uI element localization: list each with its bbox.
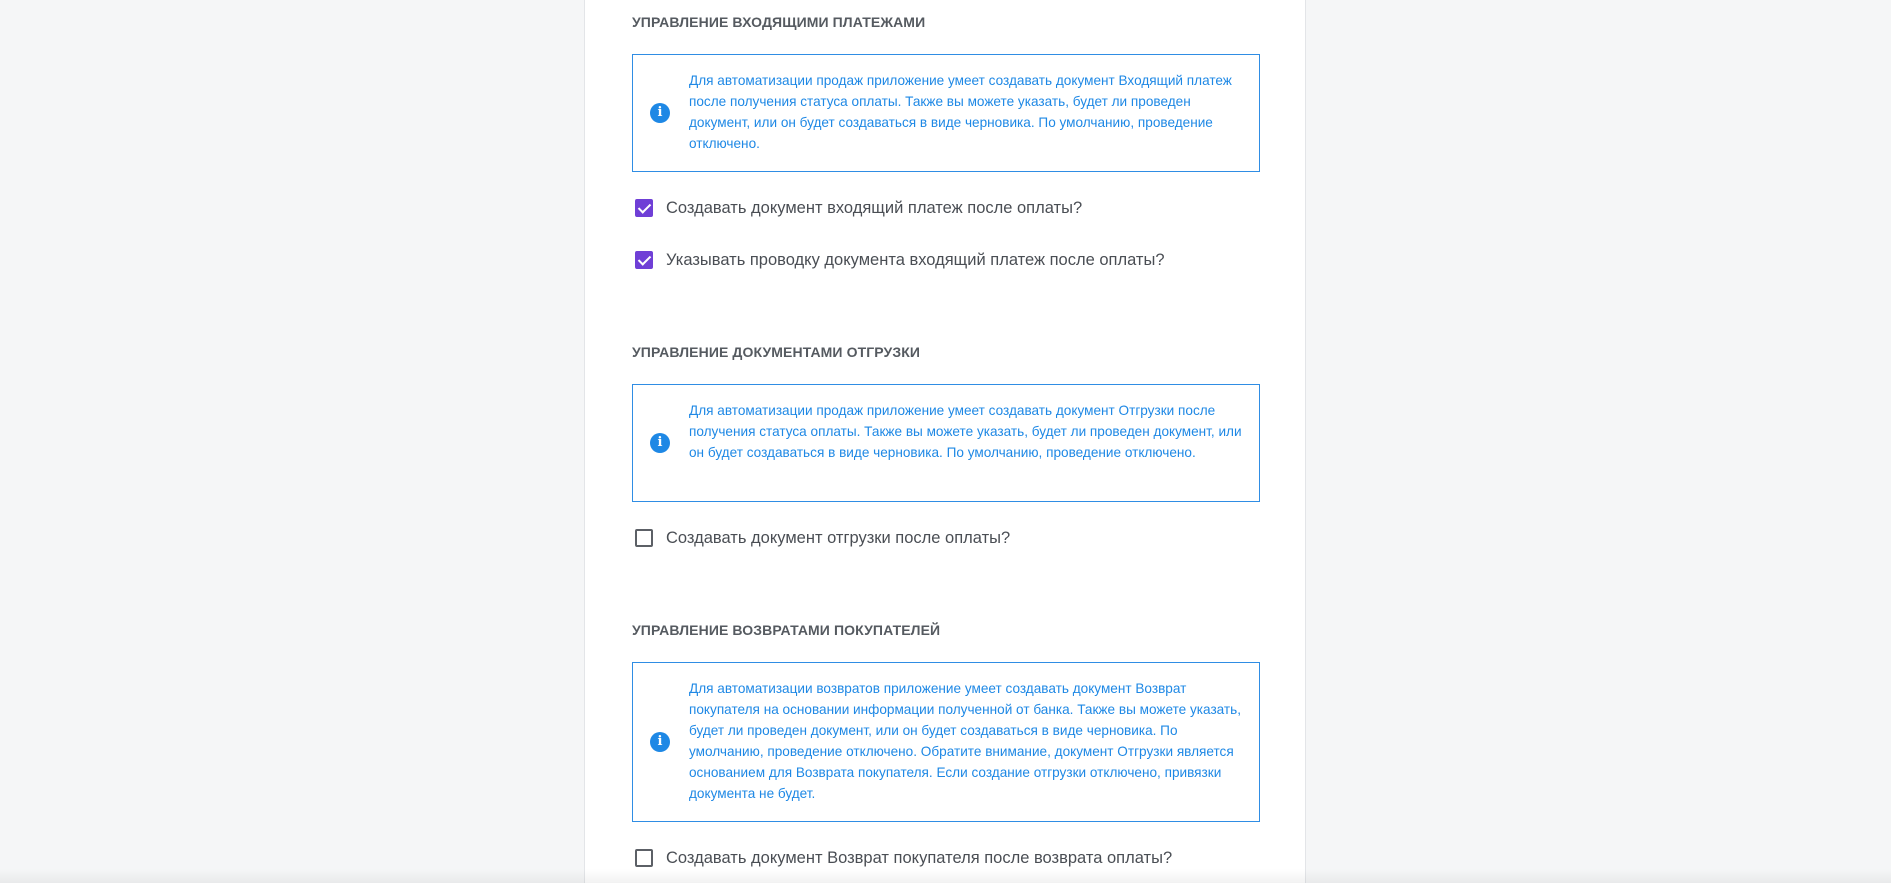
- info-icon: i: [650, 103, 670, 123]
- info-box: [632, 662, 1260, 822]
- checkbox-checked-icon[interactable]: [635, 251, 653, 269]
- checkbox-create-incoming-payment[interactable]: [632, 196, 1082, 220]
- info-icon: i: [650, 732, 670, 752]
- bottom-shadow: [0, 869, 1891, 883]
- section-title: УПРАВЛЕНИЕ ВОЗВРАТАМИ ПОКУПАТЕЛЕЙ: [632, 622, 941, 638]
- info-text: Для автоматизации продаж приложение умеет создавать документ Отгрузки после получения статуса оплаты. Также вы можете указать, будет ли проведен документ, или он будет создаваться в виде черновика. По умолчанию, проведение отключено.: [689, 403, 1242, 460]
- section-title: УПРАВЛЕНИЕ ДОКУМЕНТАМИ ОТГРУЗКИ: [632, 344, 921, 360]
- checkbox-unchecked-icon[interactable]: [635, 849, 653, 867]
- checkbox-label: Указывать проводку документа входящий платеж после оплаты?: [666, 250, 1165, 269]
- info-box: [632, 384, 1260, 502]
- settings-panel: [584, 0, 1306, 883]
- checkbox-label: Создавать документ Возврат покупателя после возврата оплаты?: [666, 848, 1173, 867]
- checkbox-unchecked-icon[interactable]: [635, 529, 653, 547]
- checkbox-create-shipment[interactable]: [632, 526, 1010, 550]
- info-text: Для автоматизации возвратов приложение умеет создавать документ Возврат покупателя на основании информации полученной от банка. Также вы можете указать, будет ли проведен документ, или он будет создаваться в виде черновика. По умолчанию, проведение отключено. Обратите внимание, документ Отгрузки является основанием для Возврата покупателя. Если создание отгрузки отключено, привязки документа не будет.: [689, 681, 1242, 801]
- info-box: [632, 54, 1260, 172]
- checkbox-checked-icon[interactable]: [635, 199, 653, 217]
- info-icon: i: [650, 433, 670, 453]
- checkbox-create-customer-return[interactable]: [632, 846, 1172, 870]
- checkbox-label: Создавать документ отгрузки после оплаты?: [666, 528, 1011, 547]
- checkbox-label: Создавать документ входящий платеж после оплаты?: [666, 198, 1083, 217]
- section-title: УПРАВЛЕНИЕ ВХОДЯЩИМИ ПЛАТЕЖАМИ: [632, 14, 926, 30]
- checkbox-post-incoming-payment[interactable]: [632, 248, 1165, 272]
- info-text: Для автоматизации продаж приложение умеет создавать документ Входящий платеж после получения статуса оплаты. Также вы можете указать, будет ли проведен документ, или он будет создаваться в виде черновика. По умолчанию, проведение отключено.: [689, 73, 1232, 151]
